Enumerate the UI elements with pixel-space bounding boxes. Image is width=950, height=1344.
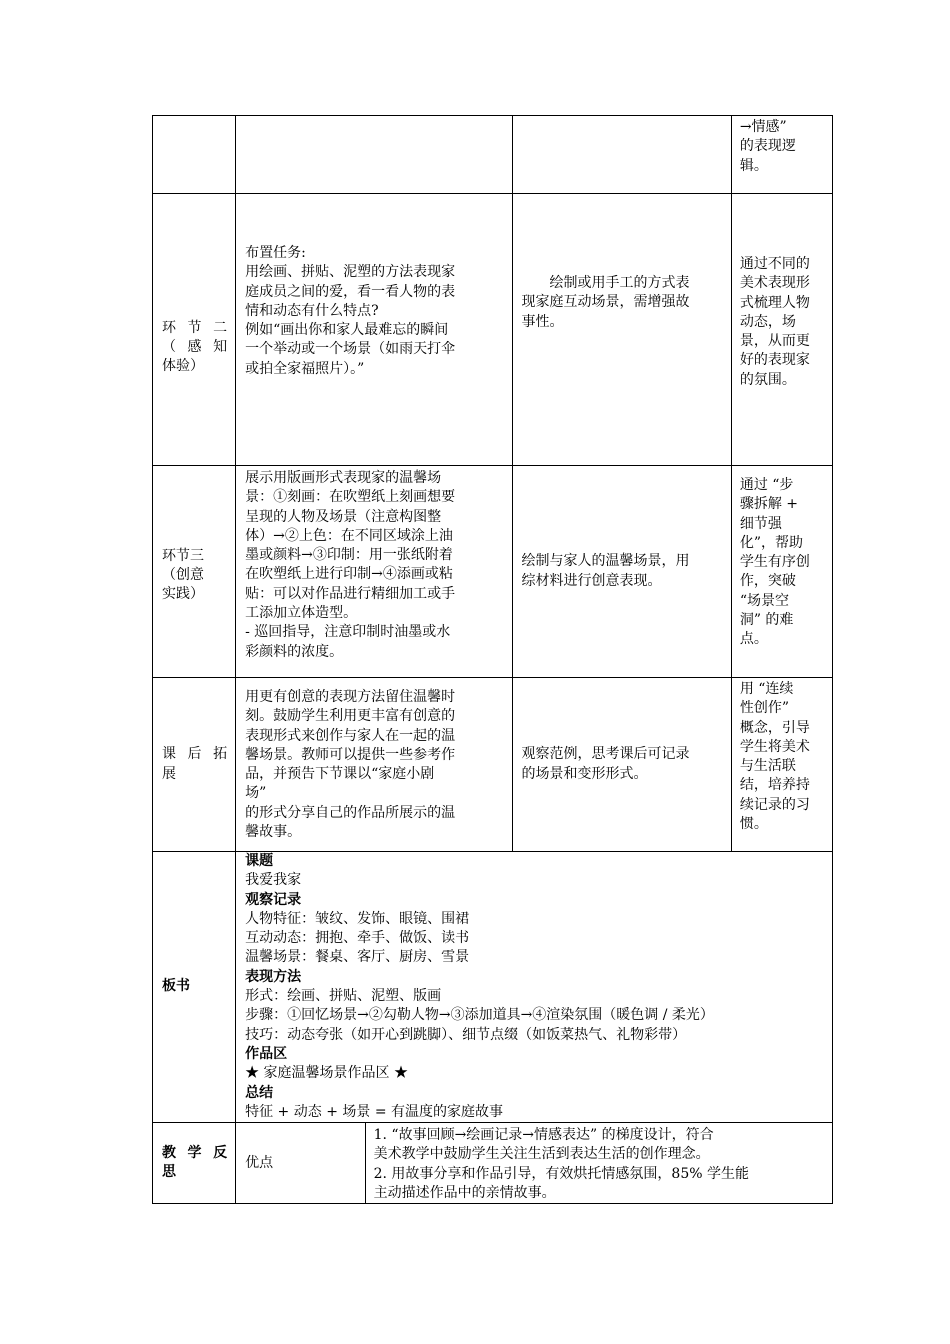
text-line: 或拍全家福照片）。”	[245, 360, 365, 377]
text-line: 环节三	[162, 547, 204, 564]
text-line: 呈现的人物及场景（注意构图整	[245, 508, 442, 525]
text-line: 事性。	[521, 313, 564, 330]
text-line: 情和动态有什么特点?	[245, 302, 379, 319]
text-line: 表现形式来创作与家人在一起的温	[245, 727, 456, 744]
text-line: 美术教学中鼓励学生关注生活到表达生活的创作理念。	[373, 1146, 710, 1163]
student-cell-empty	[512, 116, 731, 194]
text-line: 场”	[245, 785, 267, 802]
text-line: 用 “连续	[739, 681, 794, 697]
text-line: 性创作”	[739, 700, 789, 717]
text-line: 1. “故事回顾→绘画记录→情感表达” 的梯度设计，符合	[373, 1127, 714, 1144]
reflection-text-cell	[365, 1123, 832, 1203]
text-line: 教 学 反	[162, 1144, 228, 1161]
text-line: 通过 “步	[739, 477, 794, 493]
text-line: 主动描述作品中的亲情故事。	[373, 1185, 556, 1202]
text-line: 洞” 的难	[739, 612, 794, 629]
text-line: 景，从而更	[739, 333, 810, 350]
text-line: 思	[162, 1164, 176, 1181]
board-line: 步骤：①回忆场景→②勾勒人物→③添加道具→④渲染氛围（暖色调 / 柔光）	[245, 1007, 714, 1024]
text-line: 概念，引导	[739, 719, 810, 736]
text-line: 馨故事。	[245, 824, 302, 841]
text-line: 绘制与家人的温馨场景，用	[521, 553, 690, 570]
stage-label-cell	[153, 678, 236, 852]
text-line: 庭成员之间的爱，看一看人物的表	[245, 283, 456, 300]
text-line: 好的表现家	[739, 352, 810, 369]
table-row-reflection	[153, 1123, 833, 1204]
text-line: 绘制或用手工的方式表	[549, 275, 690, 291]
text-line: 骤拆解 +	[739, 496, 799, 513]
board-line: 特征 + 动态 + 场景 = 有温度的家庭故事	[245, 1103, 504, 1120]
teacher-activity-cell	[236, 194, 512, 466]
text-line: 惯。	[739, 816, 768, 833]
design-intent-cell	[731, 466, 832, 678]
table-row-continuation	[153, 116, 833, 194]
text-line: 化”，帮助	[739, 534, 803, 551]
teacher-activity-cell	[236, 466, 512, 678]
text-line: 2. 用故事分享和作品引导，有效烘托情感氛围，85% 学生能	[373, 1165, 749, 1182]
text-line: （ 感 知	[162, 338, 228, 355]
text-line: 的表现逻	[739, 138, 796, 155]
stage-label-cell	[153, 194, 236, 466]
board-line: 互动动态：拥抱、牵手、做饭、读书	[245, 930, 470, 947]
text-line: 作，突破	[739, 573, 796, 590]
text-line: （创意	[162, 566, 204, 583]
student-activity-cell	[512, 678, 731, 852]
text-line: 在吹塑纸上进行印制→④添画或粘	[245, 566, 453, 583]
stage-label-cell	[153, 466, 236, 678]
table-row-blackboard	[153, 852, 833, 1123]
text-line: 辑。	[739, 157, 768, 174]
text-line: 美术表现形	[739, 275, 810, 292]
text-line: 工添加立体造型。	[245, 605, 358, 622]
text-line: 综材料进行创意表现。	[521, 572, 662, 589]
text-line: 的氛围。	[739, 371, 796, 388]
text-line: 与生活联	[739, 758, 796, 775]
table-row-extension	[153, 678, 833, 852]
text-line: 点。	[739, 631, 768, 648]
text-line: →情感”	[739, 119, 787, 135]
text-line: 现家庭互动场景，需增强故	[521, 294, 690, 311]
text-line: 式梳理人物	[739, 294, 810, 311]
text-line: 细节强	[739, 515, 782, 532]
board-line: 我爱我家	[245, 872, 302, 889]
teacher-cell-empty	[236, 116, 512, 194]
board-line: 形式：绘画、拼贴、泥塑、版画	[245, 988, 442, 1005]
board-heading: 作品区	[245, 1045, 288, 1062]
text-line: 用绘画、拼贴、泥塑的方法表现家	[245, 264, 456, 281]
text-line: 用更有创意的表现方法留住温馨时	[245, 689, 456, 705]
board-label: 板书	[162, 978, 190, 995]
table-row-stage-two	[153, 194, 833, 466]
text-line: 体验）	[162, 358, 204, 375]
text-line: 学生将美术	[739, 738, 810, 755]
board-label-cell	[153, 852, 236, 1123]
text-line: 的场景和变形形式。	[521, 765, 648, 782]
student-activity-cell	[512, 194, 731, 466]
design-intent-cell	[731, 194, 832, 466]
board-heading: 观察记录	[245, 891, 302, 908]
text-line: 景：①刻画：在吹塑纸上刻画想要	[245, 489, 456, 506]
text-line: 通过不同的	[739, 256, 810, 272]
text-line: 墨或颜料→③印制：用一张纸附着	[245, 547, 453, 564]
board-heading: 总结	[245, 1084, 274, 1101]
text-line: - 巡回指导，注意印制时油墨或水	[245, 624, 451, 641]
text-line: 一个举动或一个场景（如雨天打伞	[245, 341, 456, 358]
intent-cell-continuation	[731, 116, 832, 194]
text-line: 刻。鼓励学生利用更丰富有创意的	[245, 708, 456, 725]
table-row-stage-three	[153, 466, 833, 678]
text-line: 展示用版画形式表现家的温馨场	[245, 470, 442, 486]
text-line: 彩颜料的浓度。	[245, 643, 344, 660]
text-line: 的形式分享自己的作品所展示的温	[245, 804, 456, 821]
board-content-cell	[236, 852, 833, 1123]
text-line: 例如“画出你和家人最难忘的瞬间	[245, 322, 449, 339]
text-line: 观察范例，思考课后可记录	[521, 746, 690, 763]
text-line: 学生有序创	[739, 554, 810, 571]
stage-cell-empty	[153, 116, 236, 194]
reflection-sublabel-cell	[236, 1123, 365, 1203]
text-line: 体）→②上色：在不同区域涂上油	[245, 527, 453, 544]
text-line: 续记录的习	[739, 796, 810, 813]
text-line: 品，并预告下节课以“家庭小剧	[245, 766, 435, 783]
board-heading: 表现方法	[245, 968, 302, 985]
board-line: 技巧：动态夸张（如开心到跳脚）、细节点缀（如饭菜热气、礼物彩带）	[245, 1026, 687, 1043]
text-line: 布置任务:	[245, 245, 306, 261]
design-intent-cell	[731, 678, 832, 852]
text-line: 实践）	[162, 586, 204, 603]
student-activity-cell	[512, 466, 731, 678]
text-line: 环 节 二	[162, 319, 228, 336]
text-line: 结，培养持	[739, 777, 810, 794]
board-heading: 课题	[245, 853, 274, 869]
teacher-activity-cell	[236, 678, 512, 852]
text-line: 课 后 拓	[162, 746, 228, 763]
board-line: 温馨场景：餐桌、客厅、厨房、雪景	[245, 949, 470, 966]
reflection-content-cell	[236, 1123, 833, 1204]
text-line: 馨场景。教师可以提供一些参考作	[245, 746, 456, 763]
text-line: 动态，场	[739, 313, 796, 330]
board-line: ★ 家庭温馨场景作品区 ★	[245, 1065, 409, 1082]
reflection-sublabel: 优点	[245, 1154, 274, 1171]
lesson-plan-table	[152, 115, 833, 1204]
reflection-label-cell	[153, 1123, 236, 1204]
reflection-inner-table	[236, 1123, 832, 1203]
text-line: “场景空	[739, 592, 789, 609]
board-line: 人物特征：皱纹、发饰、眼镜、围裙	[245, 910, 470, 927]
text-line: 贴：可以对作品进行精细加工或手	[245, 585, 456, 602]
text-line: 展	[162, 765, 176, 782]
